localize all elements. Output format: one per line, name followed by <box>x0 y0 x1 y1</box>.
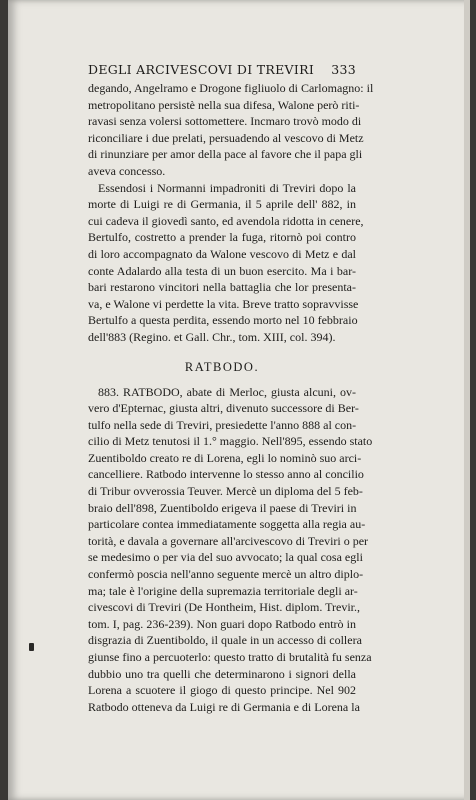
text-line: Bertulfo, costretto a prender la fuga, ritornò poi contro <box>88 230 356 245</box>
text-line: di loro accompagnato da Walone vescovo di Metz e dal <box>88 246 356 261</box>
margin-ink-mark <box>29 643 34 651</box>
text-line: morte di Luigi re di Germania, il 5 aprile dell' 882, in <box>88 197 356 212</box>
text-line: particolare contea immediatamente soggetta alla regia au- <box>88 517 366 532</box>
text-line: dubbio uno tra quelli che determinarono i signori della <box>88 666 356 681</box>
text-line: Lorena a scuotere il giogo di questo principe. Nel 902 <box>88 683 356 698</box>
text-line: ma; tale è l'origine della supremazia territoriale degli ar- <box>88 583 358 598</box>
text-line: giunse fino a percuoterlo: questo tratto di brutalità fu senza <box>88 650 372 664</box>
text-line: Essendosi i Normanni impadroniti di Treviri dopo la <box>98 180 356 195</box>
text-line: cui cadeva il giovedì santo, ed avendola ridotta in cenere, <box>88 213 364 228</box>
text-line: 883. RATBODO, abate di Merloc, giusta alcuni, ov- <box>98 384 356 399</box>
text-line: confermò poscia nell'anno seguente mercè un altro diplo- <box>88 567 364 582</box>
text-line: torità, e davala a governare all'arcivescovo di Treviri o per <box>88 533 369 548</box>
text-line: di rinunziare per amor della pace al favore che il papa gli <box>88 147 363 162</box>
text-line: conte Adalardo alla testa di un buon esercito. Ma i bar- <box>88 263 356 278</box>
text-line: tom. I, pag. 236-239). Non guari dopo Ratbodo entrò in <box>88 616 356 631</box>
text-line: metropolitano persistè nella sua difesa, Walone però riti- <box>88 97 360 112</box>
text-line: Zuentiboldo creato re di Lorena, egli lo nominò suo arci- <box>88 450 362 465</box>
text-line: braio dell'898, Zuentiboldo erigeva il paese di Treviri in <box>88 500 357 515</box>
paragraph-1 <box>88 80 374 180</box>
page-body <box>88 80 374 715</box>
paragraph-2 <box>88 180 364 346</box>
text-line: disgrazia di Zuentiboldo, il quale in un accesso di collera <box>88 633 362 648</box>
text-line: Ratbodo otteneva da Luigi re di Germania e di Lorena la <box>88 699 360 714</box>
text-line: cilio di Metz tenutosi il 1.° maggio. Nell'895, essendo stato <box>88 434 373 449</box>
text-line: Bertulfo a questa perdita, essendo morto nel 10 febbraio <box>88 313 358 328</box>
text-line: riconciliare i due prelati, persuadendo al vescovo di Metz <box>88 130 364 145</box>
running-title: DEGLI ARCIVESCOVI DI TREVIRI <box>88 62 315 77</box>
paragraph-3 <box>88 384 373 716</box>
text-line: aveva concesso. <box>88 163 166 178</box>
text-line: cancelliere. Ratbodo intervenne lo stesso anno al concilio <box>88 467 364 482</box>
text-line: va, e Walone vi perdette la vita. Breve tratto sopravvisse <box>88 296 359 311</box>
text-line: di Tribur ovverossia Teuver. Mercè un diploma del 5 feb- <box>88 484 363 499</box>
page-edge <box>464 0 470 800</box>
text-line: tulfo nella sede di Treviri, presiedette l'anno 888 al con- <box>88 417 357 432</box>
text-line: civescovi di Treviri (De Hontheim, Hist. diplom. Trevir., <box>88 600 360 615</box>
book-page <box>8 0 470 800</box>
text-line: bari restarono vincitori nella battaglia che lor presenta- <box>88 280 356 295</box>
text-line: vero d'Epternac, giusta altri, divenuto successore di Ber- <box>88 401 359 416</box>
text-line: ravasi senza volersi sottomettere. Incmaro trovò modo di <box>88 114 362 129</box>
text-line: se medesimo o per via del suo avvocato; la qual cosa egli <box>88 550 363 565</box>
text-line: degando, Angelramo e Drogone figliuolo di Carlomagno: il <box>88 81 374 95</box>
text-line: dell'883 (Regino. et Gall. Chr., tom. XIII, col. 394). <box>88 329 336 344</box>
running-header <box>88 62 356 82</box>
page-number: 333 <box>331 62 356 77</box>
section-heading: RATBODO. <box>184 359 260 374</box>
